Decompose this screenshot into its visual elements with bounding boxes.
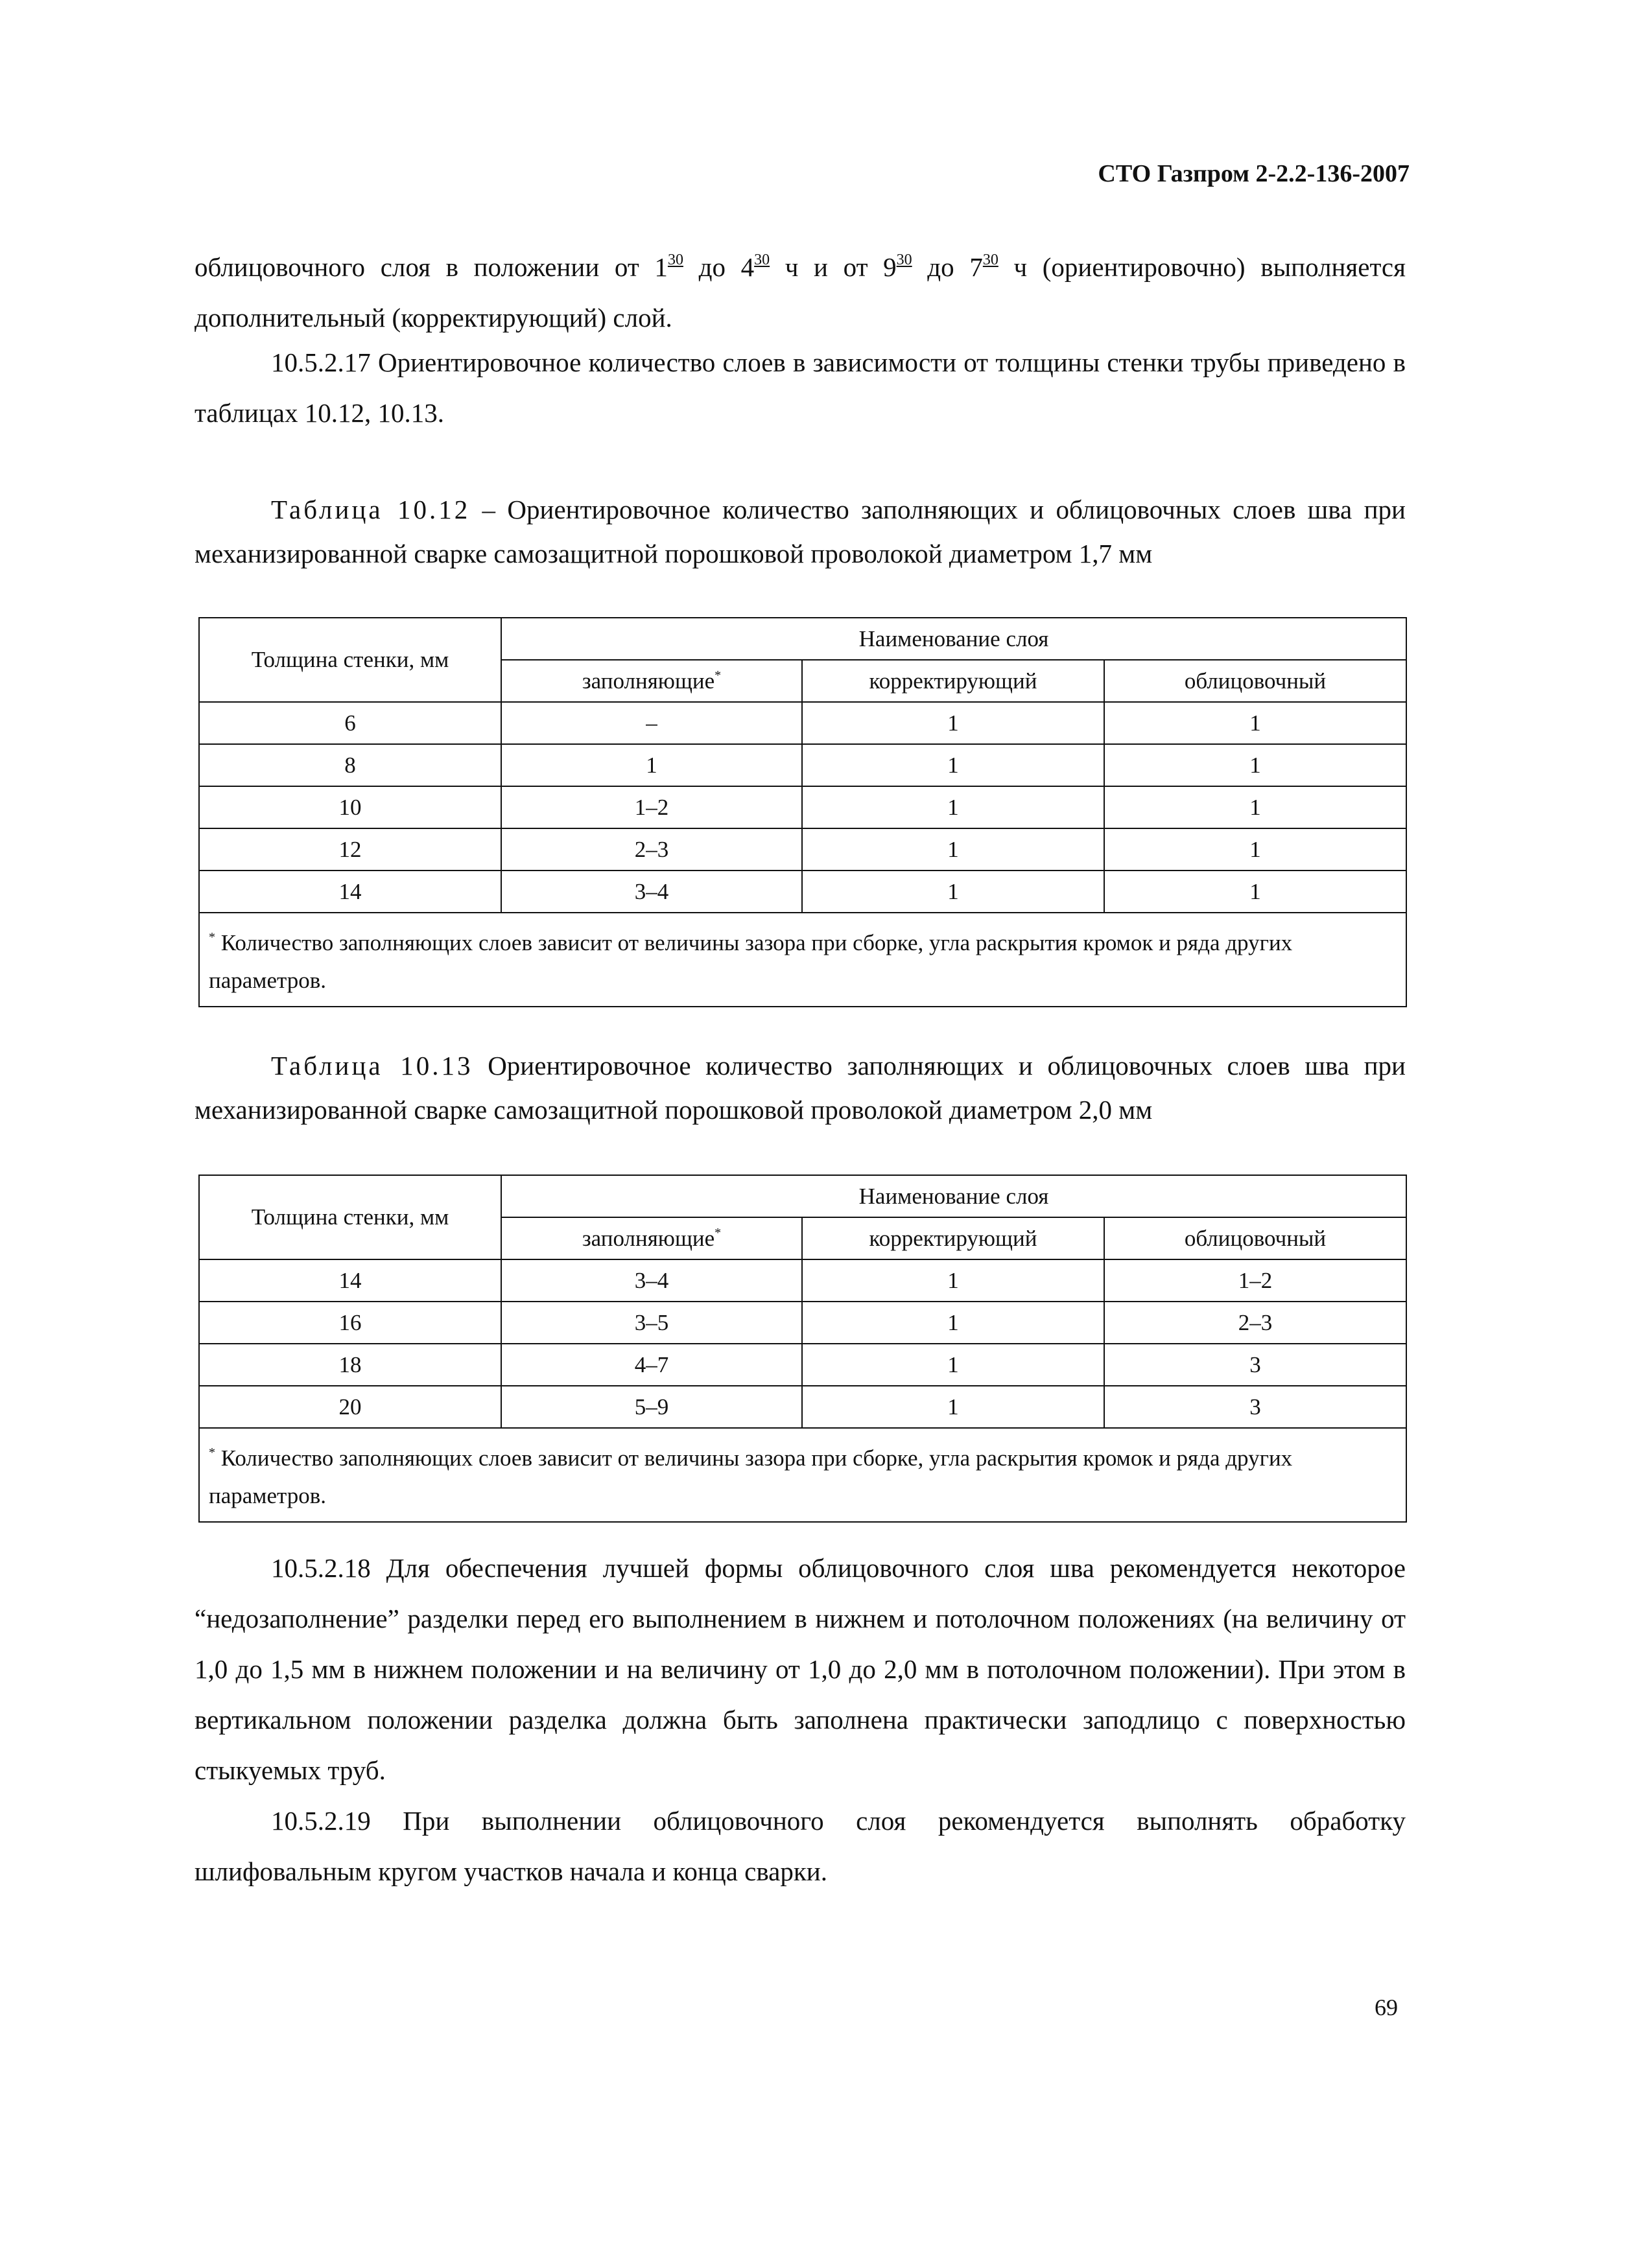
table-footnote <box>199 1428 1406 1522</box>
cell: 3 <box>1104 1386 1406 1428</box>
header-thickness: Толщина стенки, мм <box>199 1175 501 1259</box>
header-filling <box>501 660 802 702</box>
header-layer-name: Наименование слоя <box>501 618 1406 660</box>
cell: 4–7 <box>501 1344 802 1386</box>
caption-label: Таблица 10.13 <box>271 1051 473 1081</box>
header-thickness: Толщина стенки, мм <box>199 618 501 702</box>
cell: 2–3 <box>1104 1302 1406 1344</box>
table-row <box>199 1259 1406 1302</box>
cell: 8 <box>199 744 501 786</box>
footnote-marker: * <box>715 1225 722 1240</box>
cell: 5–9 <box>501 1386 802 1428</box>
table-row <box>199 702 1406 744</box>
cell: 1 <box>802 1302 1104 1344</box>
cell: 1–2 <box>501 786 802 828</box>
text-run: до 4 <box>683 252 755 282</box>
table-row <box>199 871 1406 913</box>
cell: 6 <box>199 702 501 744</box>
table-caption-10-12 <box>195 487 1406 576</box>
cell: 20 <box>199 1386 501 1428</box>
text-run: до 7 <box>912 252 983 282</box>
header-correcting: корректирующий <box>802 660 1104 702</box>
superscript: 30 <box>667 251 683 268</box>
cell: 1 <box>802 744 1104 786</box>
footnote-text: Количество заполняющих слоев зависит от величины зазора при сборке, угла раскрытия кромок и ряда других параметров. <box>209 1445 1293 1508</box>
footnote-marker: * <box>209 1445 215 1460</box>
text-run: облицовочного слоя в положении от 1 <box>195 252 668 282</box>
table-row <box>199 744 1406 786</box>
table-row <box>199 828 1406 871</box>
table-row <box>199 1386 1406 1428</box>
cell: – <box>501 702 802 744</box>
cell: 2–3 <box>501 828 802 871</box>
table-10-12 <box>198 617 1407 1007</box>
document-header: СТО Газпром 2-2.2-136-2007 <box>1098 160 1410 187</box>
table-row <box>199 1344 1406 1386</box>
table-10-13 <box>198 1175 1407 1523</box>
footnote-text: Количество заполняющих слоев зависит от величины зазора при сборке, угла раскрытия кромок и ряда других параметров. <box>209 930 1293 993</box>
cell: 1 <box>1104 702 1406 744</box>
cell: 1 <box>501 744 802 786</box>
cell: 1 <box>1104 744 1406 786</box>
cell: 3 <box>1104 1344 1406 1386</box>
caption-text: Ориентировочное количество заполняющих и облицовочных слоев шва при механизированной сварке самозащитной порошковой проволокой диаметром 2,0 мм <box>195 1051 1406 1125</box>
table-footnote <box>199 913 1406 1007</box>
cell: 12 <box>199 828 501 871</box>
cell: 1 <box>1104 786 1406 828</box>
cell: 10 <box>199 786 501 828</box>
cell: 14 <box>199 871 501 913</box>
cell: 1 <box>802 871 1104 913</box>
cell: 3–4 <box>501 871 802 913</box>
paragraph-continuation <box>195 235 1406 343</box>
cell: 1 <box>802 828 1104 871</box>
paragraph-10-5-2-19: 10.5.2.19 При выполнении облицовочного слоя рекомендуется выполнять обработку шлифовальным кругом участков начала и конца сварки. <box>195 1806 1406 1886</box>
page-number: 69 <box>1375 1994 1398 2020</box>
cell: 1 <box>802 1259 1104 1302</box>
cell: 1 <box>1104 828 1406 871</box>
caption-text: – Ориентировочное количество заполняющих и облицовочных слоев шва при механизированной сварке самозащитной порошковой проволокой диаметром 1,7 мм <box>195 495 1406 568</box>
table-caption-10-13 <box>195 1044 1406 1132</box>
header-layer-name: Наименование слоя <box>501 1175 1406 1217</box>
cell: 3–4 <box>501 1259 802 1302</box>
header-correcting: корректирующий <box>802 1217 1104 1259</box>
text-run: ч (ориентировочно) выполняется дополнительный (корректирующий) слой. <box>195 252 1406 333</box>
superscript: 30 <box>982 251 998 268</box>
footnote-marker: * <box>715 668 722 683</box>
table-row <box>199 1302 1406 1344</box>
header-filling-label: заполняющие <box>582 668 715 694</box>
paragraph-10-5-2-18: 10.5.2.18 Для обеспечения лучшей формы облицовочного слоя шва рекомендуется некоторое “недозаполнение” разделки перед его выполнением в нижнем и потолочном положениях (на величину от 1,0 до 1,5 мм в нижнем положении и на величину от 1,0 до 2,0 мм в потолочном положении). При этом в вертикальном положении разделка должна быть заполнена практически заподлицо с поверхностью стыкуемых труб. <box>195 1553 1406 1785</box>
cell: 1 <box>802 1344 1104 1386</box>
superscript: 30 <box>754 251 770 268</box>
caption-label: Таблица 10.12 <box>271 495 471 524</box>
superscript: 30 <box>896 251 912 268</box>
header-filling <box>501 1217 802 1259</box>
cell: 18 <box>199 1344 501 1386</box>
footnote-marker: * <box>209 930 215 944</box>
cell: 1–2 <box>1104 1259 1406 1302</box>
paragraph-10-5-2-17: 10.5.2.17 Ориентировочное количество слоев в зависимости от толщины стенки трубы приведено в таблицах 10.12, 10.13. <box>195 347 1406 428</box>
header-facing: облицовочный <box>1104 1217 1406 1259</box>
cell: 16 <box>199 1302 501 1344</box>
cell: 1 <box>802 786 1104 828</box>
cell: 1 <box>802 702 1104 744</box>
cell: 1 <box>802 1386 1104 1428</box>
header-filling-label: заполняющие <box>582 1225 715 1251</box>
cell: 1 <box>1104 871 1406 913</box>
header-facing: облицовочный <box>1104 660 1406 702</box>
cell: 14 <box>199 1259 501 1302</box>
table-row <box>199 786 1406 828</box>
cell: 3–5 <box>501 1302 802 1344</box>
text-run: ч и от 9 <box>770 252 897 282</box>
